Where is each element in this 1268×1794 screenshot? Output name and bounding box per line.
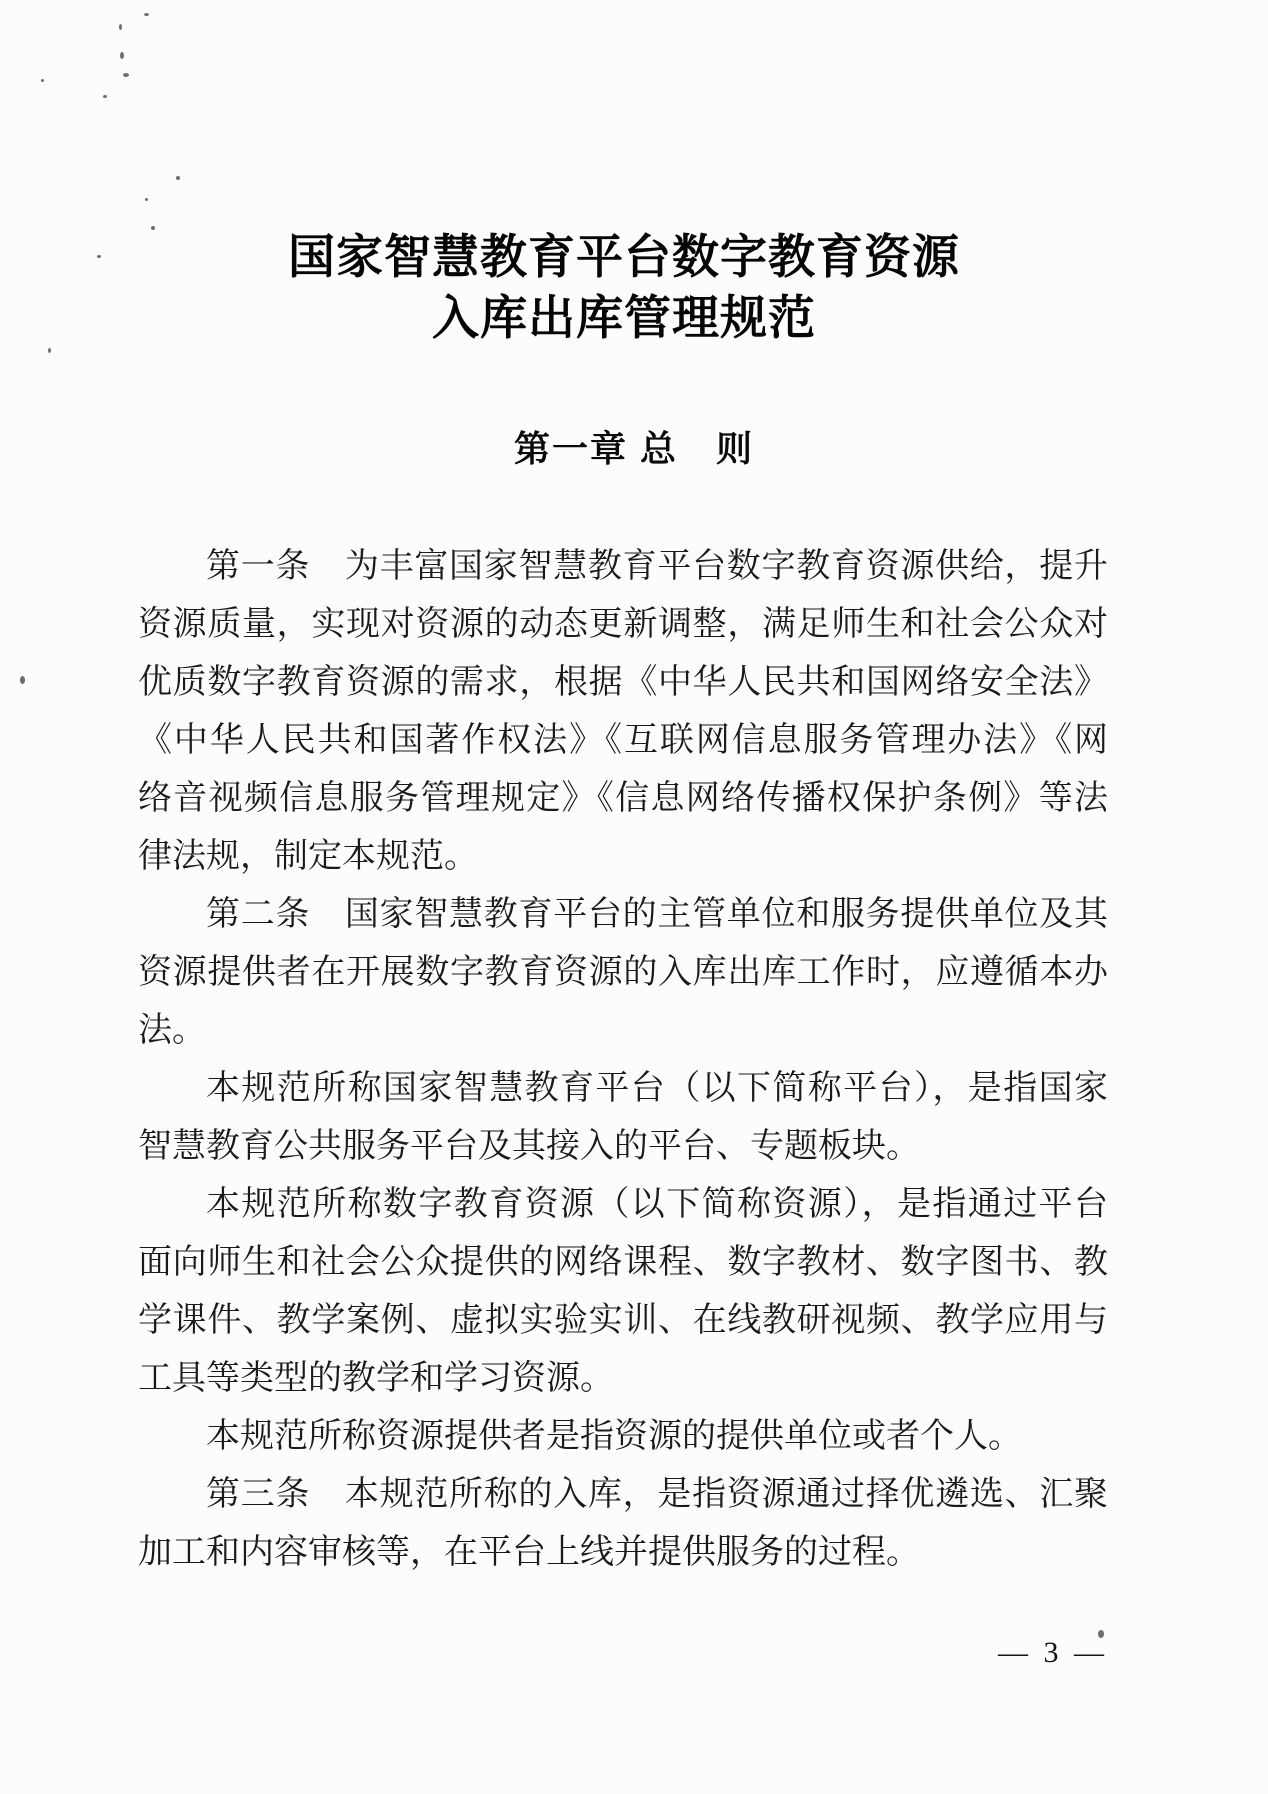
body-text-line: 第一条 为丰富国家智慧教育平台数字教育资源供给，提升 [206, 548, 1108, 585]
paragraph-4 [138, 1176, 1108, 1408]
scan-speck [123, 73, 129, 77]
paragraph-3 [138, 1060, 1108, 1176]
document-title-line-1: 国家智慧教育平台数字教育资源 [288, 232, 960, 284]
page-number: — 3 — [998, 1636, 1108, 1669]
body-text-line: 本规范所称资源提供者是指资源的提供单位或者个人。 [206, 1418, 1022, 1455]
body-text-line: 第三条 本规范所称的入库，是指资源通过择优遴选、汇聚 [206, 1476, 1108, 1513]
body-text-line: 工具等类型的教学和学习资源。 [138, 1360, 614, 1397]
scan-speck [144, 13, 149, 16]
body-text-line: 资源提供者在开展数字教育资源的入库出库工作时，应遵循本办 [138, 954, 1108, 991]
scan-speck [145, 198, 148, 201]
body-text-line: 面向师生和社会公众提供的网络课程、数字教材、数字图书、教 [138, 1244, 1108, 1281]
paragraph-1 [138, 538, 1108, 886]
paragraph-5 [138, 1408, 1108, 1466]
paragraph-6 [138, 1466, 1108, 1582]
body-text-line: 第二条 国家智慧教育平台的主管单位和服务提供单位及其 [206, 896, 1108, 933]
document-title [0, 228, 1248, 350]
body-text-line: 络音视频信息服务管理规定》《信息网络传播权保护条例》等法 [138, 780, 1108, 817]
body-text-line: 法。 [138, 1012, 206, 1049]
paragraph-2 [138, 886, 1108, 1060]
body-text-line: 智慧教育公共服务平台及其接入的平台、专题板块。 [138, 1128, 920, 1165]
body-text-line: 本规范所称国家智慧教育平台（以下简称平台），是指国家 [206, 1070, 1108, 1107]
body-text-line: 优质数字教育资源的需求，根据《中华人民共和国网络安全法》 [138, 664, 1108, 701]
scan-speck [176, 176, 180, 180]
scan-speck [119, 24, 122, 30]
body-text-line: 本规范所称数字教育资源（以下简称资源），是指通过平台 [206, 1186, 1108, 1223]
document-body [138, 538, 1108, 1582]
scan-speck [120, 52, 124, 59]
scan-speck [20, 676, 25, 684]
scan-speck [103, 95, 107, 98]
body-text-line: 律法规，制定本规范。 [138, 838, 478, 875]
chapter-heading: 第一章 总 则 [513, 428, 754, 469]
scan-speck [41, 79, 44, 82]
body-text-line: 资源质量，实现对资源的动态更新调整，满足师生和社会公众对 [138, 606, 1108, 643]
body-text-line: 《中华人民共和国著作权法》《互联网信息服务管理办法》《网 [138, 722, 1108, 759]
body-text-line: 学课件、教学案例、虚拟实验实训、在线教研视频、教学应用与 [138, 1302, 1108, 1339]
body-text-line: 加工和内容审核等，在平台上线并提供服务的过程。 [138, 1534, 920, 1571]
document-title-line-2: 入库出库管理规范 [432, 293, 816, 345]
